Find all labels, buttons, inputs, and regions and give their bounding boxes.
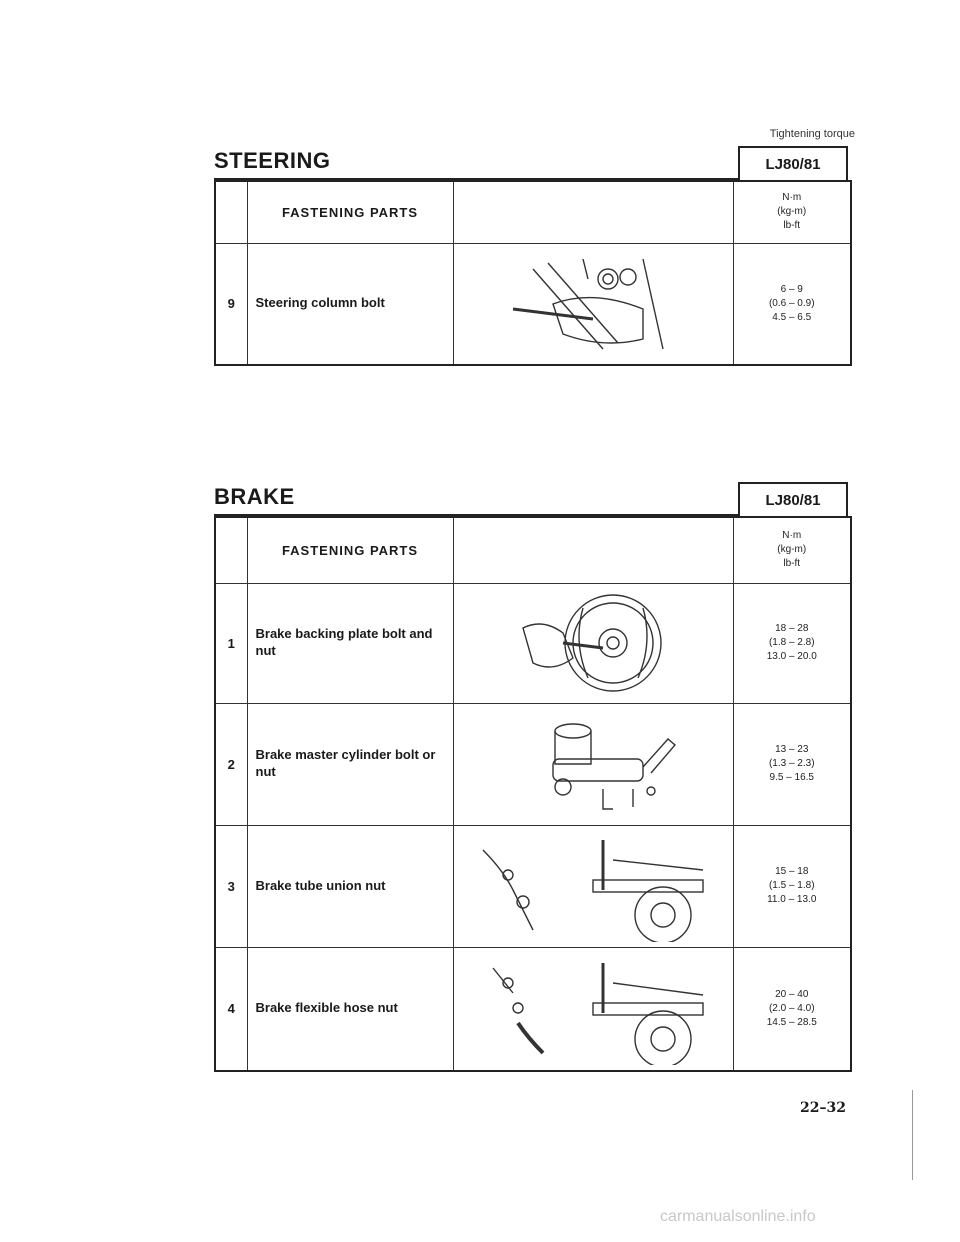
footer-watermark: carmanualsonline.info [660,1208,816,1225]
header-illus-cell [453,517,733,583]
fastening-parts-heading: FASTENING PARTS [247,181,453,243]
part-name: Steering column bolt [247,243,453,365]
torque-kgm: (1.5 – 1.8) [768,880,815,891]
table-row [215,243,851,365]
torque-kgm: (1.3 – 2.3) [768,758,815,769]
torque-lbft: 4.5 – 6.5 [772,311,812,323]
torque-value [733,243,851,365]
units-cell [733,517,851,583]
part-name: Brake master cylinder bolt or nut [247,703,453,825]
torque-value [733,583,851,703]
master-cylinder-illustration [453,703,733,825]
torque-nm: 6 – 9 [780,283,803,295]
part-name: Brake flexible hose nut [247,947,453,1071]
table-row [215,703,851,825]
units-cell [733,181,851,243]
unit-nm: N·m [782,192,802,204]
steering-header-row [215,181,851,243]
torque-value [733,703,851,825]
steering-title: STEERING [214,148,331,173]
tightening-torque-caption: Tightening torque [769,128,855,140]
torque-nm: 20 – 40 [775,988,809,1000]
torque-nm: 15 – 18 [775,866,809,877]
part-name: Brake backing plate bolt and nut [247,583,453,703]
unit-kgm: (kg-m) [777,544,807,556]
torque-value [733,947,851,1071]
steering-model-box: LJ80/81 [738,146,848,182]
unit-lbft: lb-ft [783,558,801,570]
brake-model-box: LJ80/81 [738,482,848,518]
steering-torque-table [214,180,852,366]
torque-lbft: 13.0 – 20.0 [766,651,817,662]
brake-header-row [215,517,851,583]
header-num-cell [215,517,247,583]
fastening-parts-heading: FASTENING PARTS [247,517,453,583]
flexible-hose-illustration [453,947,733,1071]
page-number: 22–32 [800,1100,846,1116]
steering-column-bolt-illustration [453,243,733,365]
header-num-cell [215,181,247,243]
torque-lbft: 11.0 – 13.0 [767,894,817,905]
table-row [215,583,851,703]
header-illus-cell [453,181,733,243]
torque-kgm: (1.8 – 2.8) [768,637,815,648]
unit-kgm: (kg-m) [777,206,807,218]
margin-mark [912,1090,913,1180]
backing-plate-illustration [453,583,733,703]
torque-value [733,825,851,947]
row-number: 4 [215,947,247,1071]
brake-torque-table [214,516,852,1072]
row-number: 9 [215,243,247,365]
torque-lbft: 14.5 – 28.5 [766,1016,817,1028]
unit-lbft: lb-ft [783,220,801,232]
table-row [215,825,851,947]
row-number: 2 [215,703,247,825]
table-row [215,947,851,1071]
brake-title: BRAKE [214,484,295,509]
part-name: Brake tube union nut [247,825,453,947]
tube-union-illustration [453,825,733,947]
torque-nm: 13 – 23 [775,744,809,755]
unit-nm: N·m [782,530,802,542]
torque-lbft: 9.5 – 16.5 [769,772,814,783]
torque-kgm: (0.6 – 0.9) [768,297,815,309]
row-number: 1 [215,583,247,703]
torque-kgm: (2.0 – 4.0) [768,1002,815,1014]
row-number: 3 [215,825,247,947]
torque-nm: 18 – 28 [775,623,809,634]
